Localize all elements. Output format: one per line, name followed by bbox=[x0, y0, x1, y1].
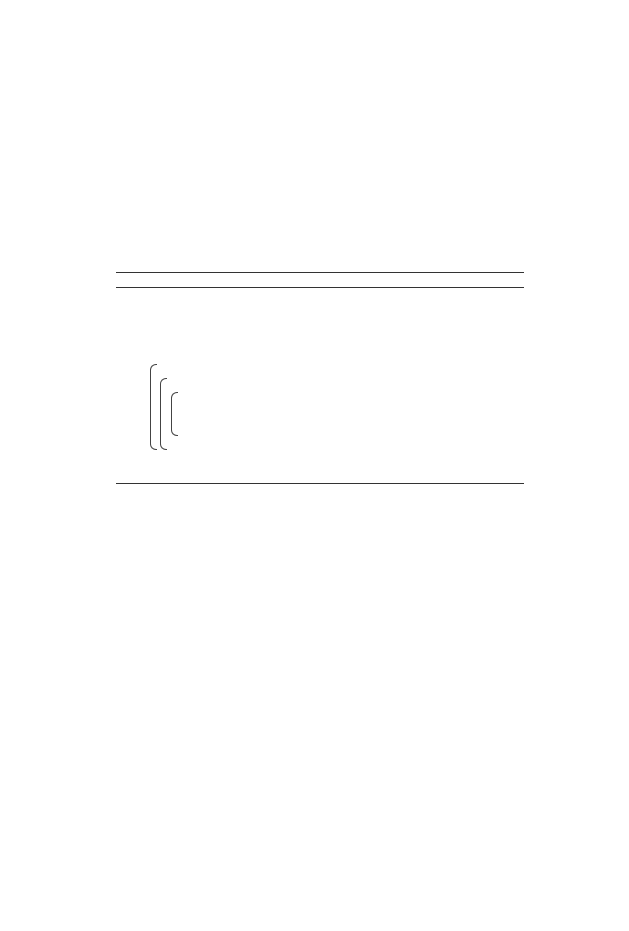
gave-brace bbox=[171, 392, 178, 436]
text-line bbox=[116, 612, 524, 627]
note-line bbox=[116, 532, 524, 544]
text-line bbox=[116, 155, 524, 170]
text-line bbox=[116, 658, 524, 673]
text-line bbox=[116, 140, 524, 155]
text-line bbox=[116, 109, 524, 124]
text-line bbox=[116, 643, 524, 658]
note-line bbox=[116, 508, 524, 520]
text-line bbox=[116, 186, 524, 201]
liquid-brace bbox=[160, 378, 167, 450]
text-line bbox=[116, 171, 524, 186]
text-line bbox=[116, 124, 524, 139]
note-line bbox=[116, 520, 524, 532]
body-paragraph-bottom bbox=[116, 566, 524, 674]
table-top-rule bbox=[116, 272, 524, 273]
note-line bbox=[116, 544, 524, 556]
text-line bbox=[116, 597, 524, 612]
text-line bbox=[116, 581, 524, 596]
text-line bbox=[116, 628, 524, 643]
running-head bbox=[116, 74, 524, 90]
table-header-rule bbox=[116, 287, 524, 288]
table-bottom-rule bbox=[116, 483, 524, 484]
note-line bbox=[116, 496, 524, 508]
body-paragraph-top bbox=[116, 109, 524, 217]
text-line bbox=[116, 566, 524, 581]
text-line bbox=[116, 201, 524, 216]
products-brace bbox=[150, 364, 157, 450]
